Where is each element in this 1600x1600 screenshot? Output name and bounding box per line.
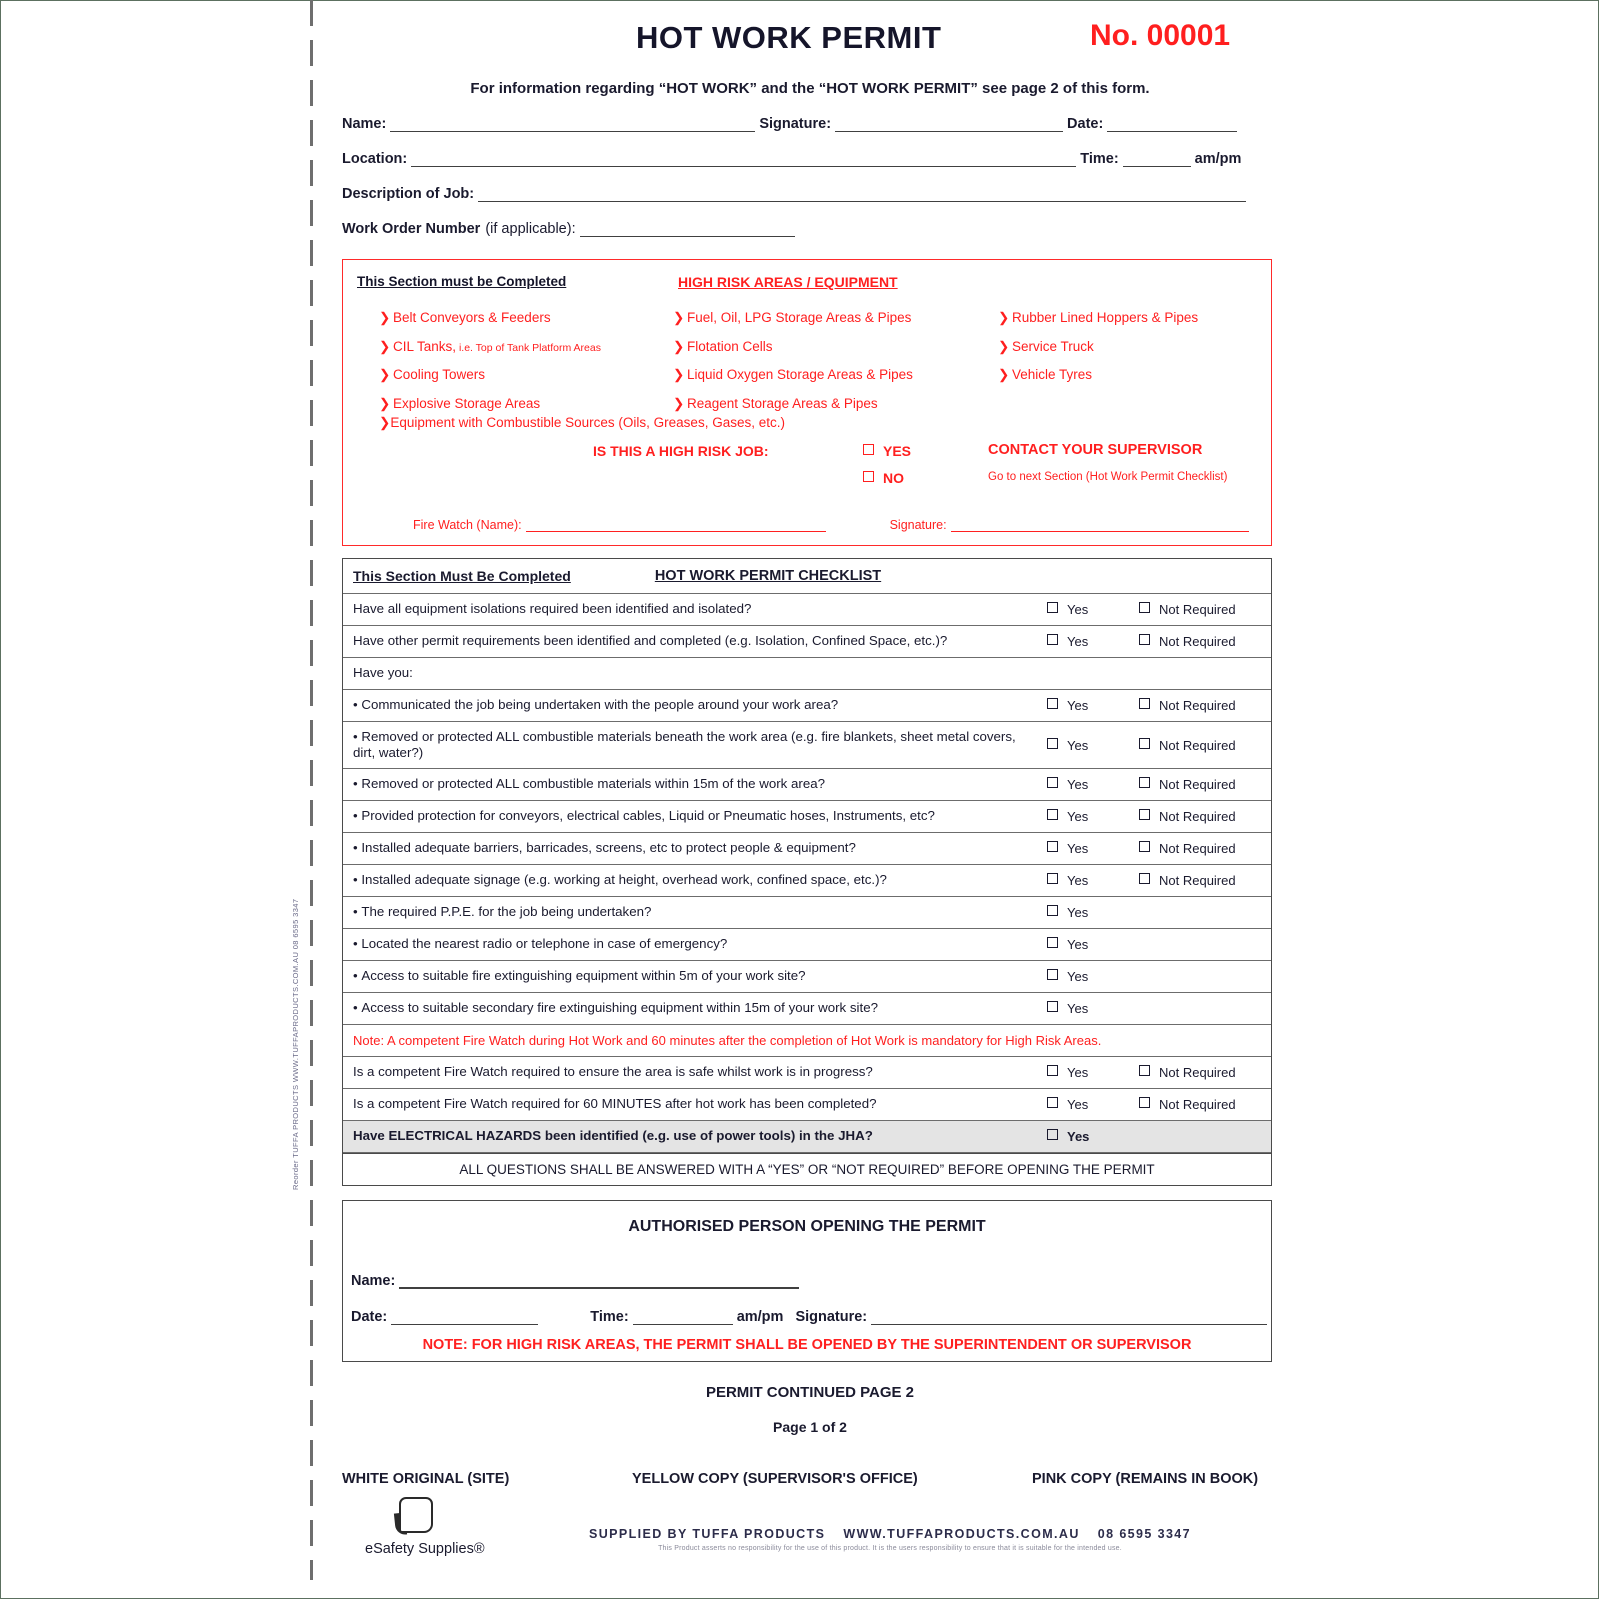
checkbox-icon[interactable] [863, 471, 874, 482]
checklist-question: • Access to suitable fire extinguishing equipment within 5m of your work site? [353, 968, 806, 984]
checklist-header [343, 559, 1271, 594]
fire-watch-label: Fire Watch (Name): [413, 518, 522, 532]
authorised-signature-label: Signature: [795, 1309, 868, 1325]
table-row [343, 722, 1271, 769]
time-input[interactable] [1123, 151, 1191, 167]
arrow-icon: ❯ [998, 367, 1010, 382]
checklist-not-required-option[interactable]: Not Required [1139, 1065, 1271, 1080]
checklist-not-required-option[interactable]: Not Required [1139, 634, 1271, 649]
name-label: Name: [342, 116, 387, 132]
checkbox-icon[interactable] [1139, 873, 1150, 884]
permit-sheet [330, 0, 1290, 1600]
authorised-date-label: Date: [351, 1309, 388, 1325]
checkbox-icon[interactable] [1047, 969, 1058, 980]
permit-continued-text: PERMIT CONTINUED PAGE 2 [705, 1384, 915, 1401]
risk-item: ❯ Explosive Storage Areas [379, 395, 541, 411]
table-row [343, 897, 1271, 929]
arrow-icon: ❯ [673, 338, 685, 354]
checkbox-icon[interactable] [1047, 1001, 1058, 1012]
checklist-yes-option[interactable]: Yes [1043, 905, 1139, 920]
checklist-must-complete-label: This Section Must Be Completed [353, 568, 571, 584]
risk-item: ❯ Rubber Lined Hoppers & Pipes [998, 310, 1199, 325]
risk-item: ❯ Fuel, Oil, LPG Storage Areas & Pipes [673, 310, 912, 325]
risk-item: ❯ Reagent Storage Areas & Pipes [673, 395, 878, 411]
checklist-yes-option[interactable]: Yes [1043, 809, 1139, 824]
table-row [343, 1089, 1271, 1121]
arrow-icon: ❯ [379, 415, 391, 430]
checkbox-icon[interactable] [1139, 777, 1150, 788]
checklist-question: Have other permit requirements been identified and completed (e.g. Isolation, Confined Space, etc.)? [353, 633, 948, 649]
checkbox-icon[interactable] [1139, 841, 1150, 852]
page-title: HOT WORK PERMIT [636, 20, 942, 55]
arrow-icon: ❯ [673, 395, 685, 411]
row-name-signature-date [330, 116, 1290, 132]
checkbox-icon[interactable] [1047, 937, 1058, 948]
header-subtitle: For information regarding “HOT WORK” and the “HOT WORK PERMIT” see page 2 of this form. [470, 80, 1150, 97]
authorised-name-row [343, 1272, 1271, 1289]
checkbox-icon[interactable] [1047, 1097, 1058, 1108]
checklist-question: • Removed or protected ALL combustible materials within 15m of the work area? [353, 776, 826, 792]
authorised-note: NOTE: FOR HIGH RISK AREAS, THE PERMIT SHALL BE OPENED BY THE SUPERINTENDENT OR SUPERVISOR [422, 1337, 1192, 1353]
row-description [330, 186, 1290, 202]
perforation-strip [310, 0, 313, 1580]
table-row [343, 961, 1271, 993]
checklist-question: Is a competent Fire Watch required to ensure the area is safe whilst work is in progress? [353, 1064, 873, 1080]
authorised-ampm-label: am/pm [736, 1309, 784, 1325]
checkbox-icon[interactable] [1047, 1065, 1058, 1076]
high-risk-yes-option[interactable]: YES [863, 443, 911, 459]
row-work-order [330, 221, 1290, 237]
risk-item: ❯ Service Truck [998, 338, 1094, 354]
checkbox-icon[interactable] [1139, 698, 1150, 709]
table-row [343, 594, 1271, 626]
checklist-yes-option[interactable]: Yes [1043, 602, 1139, 617]
checkbox-icon[interactable] [1047, 738, 1058, 749]
arrow-icon: ❯ [998, 338, 1010, 354]
have-you-row [343, 658, 1271, 690]
checkbox-icon[interactable] [1047, 1129, 1058, 1140]
permit-header [330, 0, 1290, 74]
checklist-question: • Provided protection for conveyors, electrical cables, Liquid or Pneumatic hoses, Instruments, etc? [353, 808, 935, 824]
table-row [343, 769, 1271, 801]
location-label: Location: [342, 151, 408, 167]
checklist-yes-option[interactable]: Yes [1043, 873, 1139, 888]
electrical-hazards-row [343, 1121, 1271, 1153]
checklist-question: • The required P.P.E. for the job being undertaken? [353, 904, 652, 920]
description-input[interactable] [478, 186, 1246, 202]
checklist-not-required-option[interactable]: Not Required [1139, 841, 1271, 856]
checkbox-icon[interactable] [1139, 602, 1150, 613]
authorised-name-input[interactable] [399, 1272, 799, 1289]
checklist-yes-option[interactable]: Yes [1043, 1129, 1139, 1144]
time-label: Time: [1080, 151, 1119, 167]
date-label: Date: [1067, 116, 1104, 132]
fire-watch-row [413, 516, 1253, 532]
page-number: Page 1 of 2 [773, 1419, 847, 1435]
supplied-by-text: SUPPLIED BY TUFFA PRODUCTS [588, 1527, 826, 1541]
checklist-not-required-option[interactable]: Not Required [1139, 873, 1271, 888]
checklist-yes-option[interactable]: Yes [1043, 777, 1139, 792]
authorised-date-time-signature-row [343, 1309, 1271, 1325]
checklist-not-required-option[interactable]: Not Required [1139, 777, 1271, 792]
table-row [343, 626, 1271, 658]
signature-label: Signature: [759, 116, 832, 132]
checkbox-icon[interactable] [1047, 809, 1058, 820]
checkbox-icon[interactable] [863, 444, 874, 455]
checklist-question: Have all equipment isolations required been identified and isolated? [353, 601, 752, 617]
esafety-logo-text: eSafety Supplies® [365, 1541, 485, 1557]
authorised-time-label: Time: [590, 1309, 629, 1325]
high-risk-question: IS THIS A HIGH RISK JOB: [593, 443, 769, 459]
checklist-question: • Access to suitable secondary fire extinguishing equipment within 15m of your work site? [353, 1000, 878, 1016]
checklist-not-required-option[interactable]: Not Required [1139, 738, 1271, 753]
checklist-question: • Located the nearest radio or telephone in case of emergency? [353, 936, 728, 952]
have-you-label: Have you: [353, 665, 413, 681]
contact-supervisor-text: CONTACT YOUR SUPERVISOR [988, 442, 1203, 458]
checkbox-icon[interactable] [1047, 698, 1058, 709]
supplier-disclaimer: This Product asserts no responsibility for the use of this product. It is the users responsibility to ensure that it is suitable for the intended use. [658, 1545, 1122, 1552]
risk-item: ❯ Liquid Oxygen Storage Areas & Pipes [673, 367, 913, 382]
row-location-time [330, 151, 1290, 167]
authorised-title: AUTHORISED PERSON OPENING THE PERMIT [628, 1218, 986, 1235]
risk-must-complete-label: This Section must be Completed [357, 274, 567, 289]
permit-number: No. 00001 [1090, 19, 1231, 52]
copy-pink: PINK COPY (REMAINS IN BOOK) [1032, 1471, 1259, 1487]
checklist-heading: HOT WORK PERMIT CHECKLIST [654, 568, 882, 584]
checklist-yes-option[interactable]: Yes [1043, 969, 1139, 984]
checklist-not-required-option[interactable]: Not Required [1139, 1097, 1271, 1112]
checklist-yes-option[interactable]: Yes [1043, 841, 1139, 856]
fire-watch-name-input[interactable] [526, 516, 826, 532]
name-input[interactable] [390, 116, 755, 132]
table-row [343, 865, 1271, 897]
checkbox-icon[interactable] [1047, 841, 1058, 852]
fire-watch-note-row [343, 1025, 1271, 1057]
checklist-not-required-option[interactable]: Not Required [1139, 602, 1271, 617]
all-questions-note: ALL QUESTIONS SHALL BE ANSWERED WITH A “YES” OR “NOT REQUIRED” BEFORE OPENING THE PERMIT [459, 1162, 1155, 1177]
table-row [343, 833, 1271, 865]
risk-column-3 [998, 310, 1268, 396]
checklist-table [342, 558, 1272, 1186]
checkbox-icon[interactable] [1047, 777, 1058, 788]
supplier-website[interactable]: WWW.TUFFAPRODUCTS.COM.AU [843, 1527, 1080, 1541]
copy-yellow: YELLOW COPY (SUPERVISOR'S OFFICE) [632, 1471, 918, 1487]
checklist-yes-option[interactable]: Yes [1043, 698, 1139, 713]
checkbox-icon[interactable] [1047, 873, 1058, 884]
risk-item: ❯ CIL Tanks, i.e. Top of Tank Platform Areas [379, 338, 601, 354]
risk-heading: HIGH RISK AREAS / EQUIPMENT [678, 274, 898, 290]
checklist-question: Have ELECTRICAL HAZARDS been identified (e.g. use of power tools) in the JHA? [353, 1128, 873, 1144]
authorised-date-input[interactable] [391, 1309, 538, 1325]
arrow-icon: ❯ [379, 338, 391, 354]
authorised-name-label: Name: [351, 1273, 396, 1289]
checkbox-icon[interactable] [1139, 738, 1150, 749]
location-input[interactable] [411, 151, 1076, 167]
ampm-label: am/pm [1194, 151, 1242, 167]
authorised-signature-input[interactable] [871, 1309, 1267, 1325]
checklist-not-required-option[interactable]: Not Required [1139, 698, 1271, 713]
book-icon [393, 1495, 437, 1539]
risk-item: ❯ Vehicle Tyres [998, 367, 1093, 382]
checklist-question: • Installed adequate signage (e.g. working at height, overhead work, confined space, etc.)? [353, 872, 887, 888]
high-risk-box [342, 259, 1272, 546]
table-row [343, 1057, 1271, 1089]
work-order-input[interactable] [580, 221, 795, 237]
supplier-footer [505, 1527, 1275, 1552]
checklist-question: • Installed adequate barriers, barricades, screens, etc to protect people & equipment? [353, 840, 856, 856]
side-reorder-text: Reorder TUFFA PRODUCTS WWW.TUFFAPRODUCTS.COM.AU 08 6595 3347 [291, 898, 300, 1190]
risk-item: ❯ Belt Conveyors & Feeders [379, 310, 551, 325]
fire-watch-note: Note: A competent Fire Watch during Hot Work and 60 minutes after the completion of Hot Work is mandatory for High Risk Areas. [353, 1033, 1102, 1048]
checkbox-icon[interactable] [1047, 905, 1058, 916]
fire-watch-signature-label: Signature: [889, 518, 947, 532]
fire-watch-signature-input[interactable] [951, 516, 1249, 532]
table-row [343, 801, 1271, 833]
go-next-section-text: Go to next Section (Hot Work Permit Checklist) [988, 471, 1228, 483]
all-questions-row [343, 1153, 1271, 1185]
arrow-icon: ❯ [379, 310, 391, 325]
checklist-not-required-option[interactable]: Not Required [1139, 809, 1271, 824]
arrow-icon: ❯ [379, 395, 391, 411]
checklist-yes-option[interactable]: Yes [1043, 738, 1139, 753]
checklist-yes-option[interactable]: Yes [1043, 1065, 1139, 1080]
checklist-question: Is a competent Fire Watch required for 60 MINUTES after hot work has been completed? [353, 1096, 877, 1112]
checklist-yes-option[interactable]: Yes [1043, 1097, 1139, 1112]
arrow-icon: ❯ [673, 367, 685, 382]
supplier-phone: 08 6595 3347 [1097, 1527, 1192, 1541]
work-order-note: (if applicable): [485, 221, 576, 237]
table-row [343, 993, 1271, 1025]
checklist-question: • Removed or protected ALL combustible materials beneath the work area (e.g. fire blankets, sheet metal covers, dirt, water?) [353, 728, 1016, 760]
high-risk-no-option[interactable]: NO [863, 470, 904, 486]
checkbox-icon[interactable] [1139, 809, 1150, 820]
table-row [343, 690, 1271, 722]
risk-column-1 [379, 310, 679, 424]
risk-item: ❯ Cooling Towers [379, 367, 486, 382]
copy-distribution-row [330, 1471, 1290, 1487]
signature-input[interactable] [835, 116, 1063, 132]
table-row [343, 929, 1271, 961]
risk-column-2 [673, 310, 1003, 424]
checklist-question: • Communicated the job being undertaken with the people around your work area? [353, 697, 839, 713]
checkbox-icon[interactable] [1047, 634, 1058, 645]
risk-item-combustible: ❯Equipment with Combustible Sources (Oils, Greases, Gases, etc.) [379, 415, 785, 430]
arrow-icon: ❯ [673, 310, 685, 325]
checkbox-icon[interactable] [1139, 1097, 1150, 1108]
arrow-icon: ❯ [998, 310, 1010, 325]
checklist-yes-option[interactable]: Yes [1043, 634, 1139, 649]
authorised-time-input[interactable] [633, 1309, 733, 1325]
description-label: Description of Job: [342, 186, 475, 202]
risk-item: ❯ Flotation Cells [673, 338, 773, 354]
checklist-yes-option[interactable]: Yes [1043, 1001, 1139, 1016]
checkbox-icon[interactable] [1139, 1065, 1150, 1076]
authorised-person-box [342, 1200, 1272, 1362]
date-input[interactable] [1107, 116, 1237, 132]
checkbox-icon[interactable] [1047, 602, 1058, 613]
copy-white: WHITE ORIGINAL (SITE) [342, 1471, 510, 1487]
work-order-label: Work Order Number [342, 221, 481, 237]
checkbox-icon[interactable] [1139, 634, 1150, 645]
checklist-yes-option[interactable]: Yes [1043, 937, 1139, 952]
arrow-icon: ❯ [379, 367, 391, 382]
